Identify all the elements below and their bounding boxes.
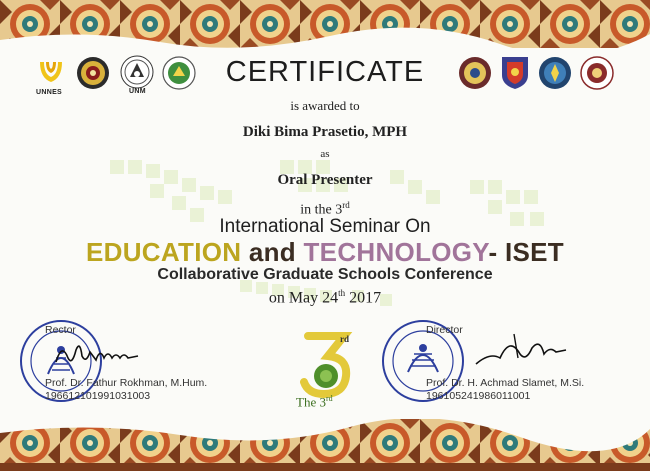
emblem-label-text: The 3 <box>296 394 326 410</box>
conference-subtitle: Collaborative Graduate Schools Conference <box>157 266 493 283</box>
event-word-iset: - ISET <box>488 237 564 267</box>
emblem-label-sup: rd <box>325 394 333 403</box>
unnes-label: UNNES <box>36 89 63 96</box>
rector-title: Rector <box>45 324 76 336</box>
event-word-technology: TECHNOLOGY <box>303 237 489 267</box>
as-text: as <box>320 148 330 160</box>
rector-id: 196612101991031003 <box>45 390 151 402</box>
recipient-role: Oral Presenter <box>277 172 373 188</box>
rector-name: Prof. Dr. Fathur Rokhman, M.Hum. <box>45 377 208 389</box>
date-prefix: on May 24 <box>268 289 339 307</box>
event-word-and: and <box>241 237 304 267</box>
bottom-decorative-border <box>0 419 650 471</box>
awarded-text: is awarded to <box>290 98 360 113</box>
event-name <box>0 237 650 268</box>
seminar-line: International Seminar On <box>219 216 431 237</box>
event-date <box>0 288 650 307</box>
date-year: 2017 <box>345 289 382 307</box>
director-title: Director <box>426 324 463 336</box>
date-suffix: th <box>338 288 346 298</box>
rector-signature <box>52 338 142 368</box>
top-decorative-border <box>0 0 650 48</box>
director-signature <box>470 328 570 370</box>
recipient-name: Diki Bima Prasetio, MPH <box>242 124 408 140</box>
emblem-label <box>296 394 333 410</box>
director-name: Prof. Dr. H. Achmad Slamet, M.Si. <box>426 377 585 389</box>
event-word-education: EDUCATION <box>86 237 242 267</box>
director-id: 196105241986011001 <box>426 390 531 402</box>
edition-suffix: rd <box>342 200 350 210</box>
third-edition-emblem <box>298 330 360 400</box>
emblem-ordinal: rd <box>340 334 349 344</box>
edition-prefix: in the 3 <box>300 202 343 218</box>
unm-label: UNM <box>129 88 146 95</box>
certificate-title: CERTIFICATE <box>225 56 425 88</box>
